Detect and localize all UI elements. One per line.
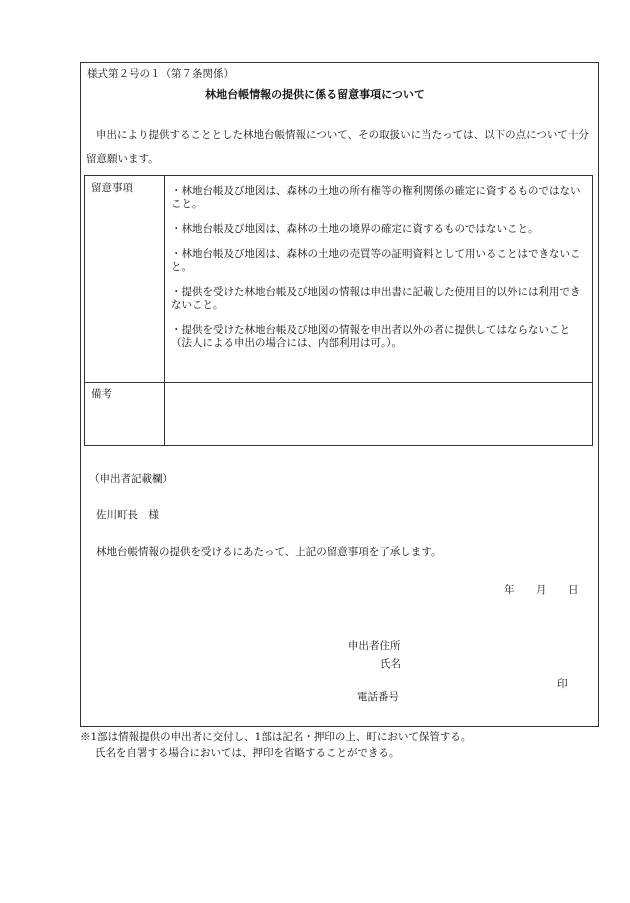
note-item: ・林地台帳及び地図は、森林の土地の所有権等の権利関係の確定に資するものではないこと。: [171, 185, 581, 210]
intro-paragraph: 申出により提供することとした林地台帳情報について、その取扱いに当たっては、以下の点について十分留意願います。: [86, 129, 589, 165]
table-column-divider: [164, 176, 165, 445]
note-item: ・提供を受けた林地台帳及び地図の情報は申出書に記載した使用目的以外には利用できないこと。: [171, 286, 581, 311]
remarks-label: 備考: [91, 388, 112, 400]
footnote: 氏名を自署する場合においては、押印を省略することができる。: [95, 747, 400, 759]
notes-table: [84, 175, 593, 446]
notes-label: 留意事項: [91, 182, 133, 194]
applicant-address-label: 申出者住所: [348, 640, 401, 652]
note-item: ・林地台帳及び地図は、森林の土地の売買等の証明資料として用いることはできないこと。: [171, 248, 581, 273]
note-item: ・提供を受けた林地台帳及び地図の情報を申出者以外の者に提供してはならないこと（法人による申出の場合には、内部利用は可。）。: [171, 324, 570, 349]
acceptance-statement: 林地台帳情報の提供を受けるにあたって、上記の留意事項を了承します。: [96, 546, 442, 558]
table-row-divider: [85, 382, 592, 383]
phone-label: 電話番号: [357, 691, 399, 703]
note-item: ・林地台帳及び地図は、森林の土地の境界の確定に資するものではないこと。: [171, 223, 539, 235]
applicant-name-label: 氏名: [380, 658, 401, 670]
footnote: ※1部は情報提供の申出者に交付し、1部は記名・押印の上、町において保管する。: [80, 731, 472, 743]
form-number: 様式第２号の１（第７条関係）: [87, 68, 234, 80]
applicant-section-label: （申出者記載欄）: [89, 473, 173, 485]
date-day[interactable]: 日: [568, 584, 579, 596]
notes-list: [171, 185, 589, 362]
date-month[interactable]: 月: [536, 584, 547, 596]
document-title: 林地台帳情報の提供に係る留意事項について: [205, 88, 425, 101]
addressee: 佐川町長 様: [96, 509, 159, 521]
seal-mark: 印: [557, 678, 568, 690]
date-year[interactable]: 年: [504, 584, 515, 596]
